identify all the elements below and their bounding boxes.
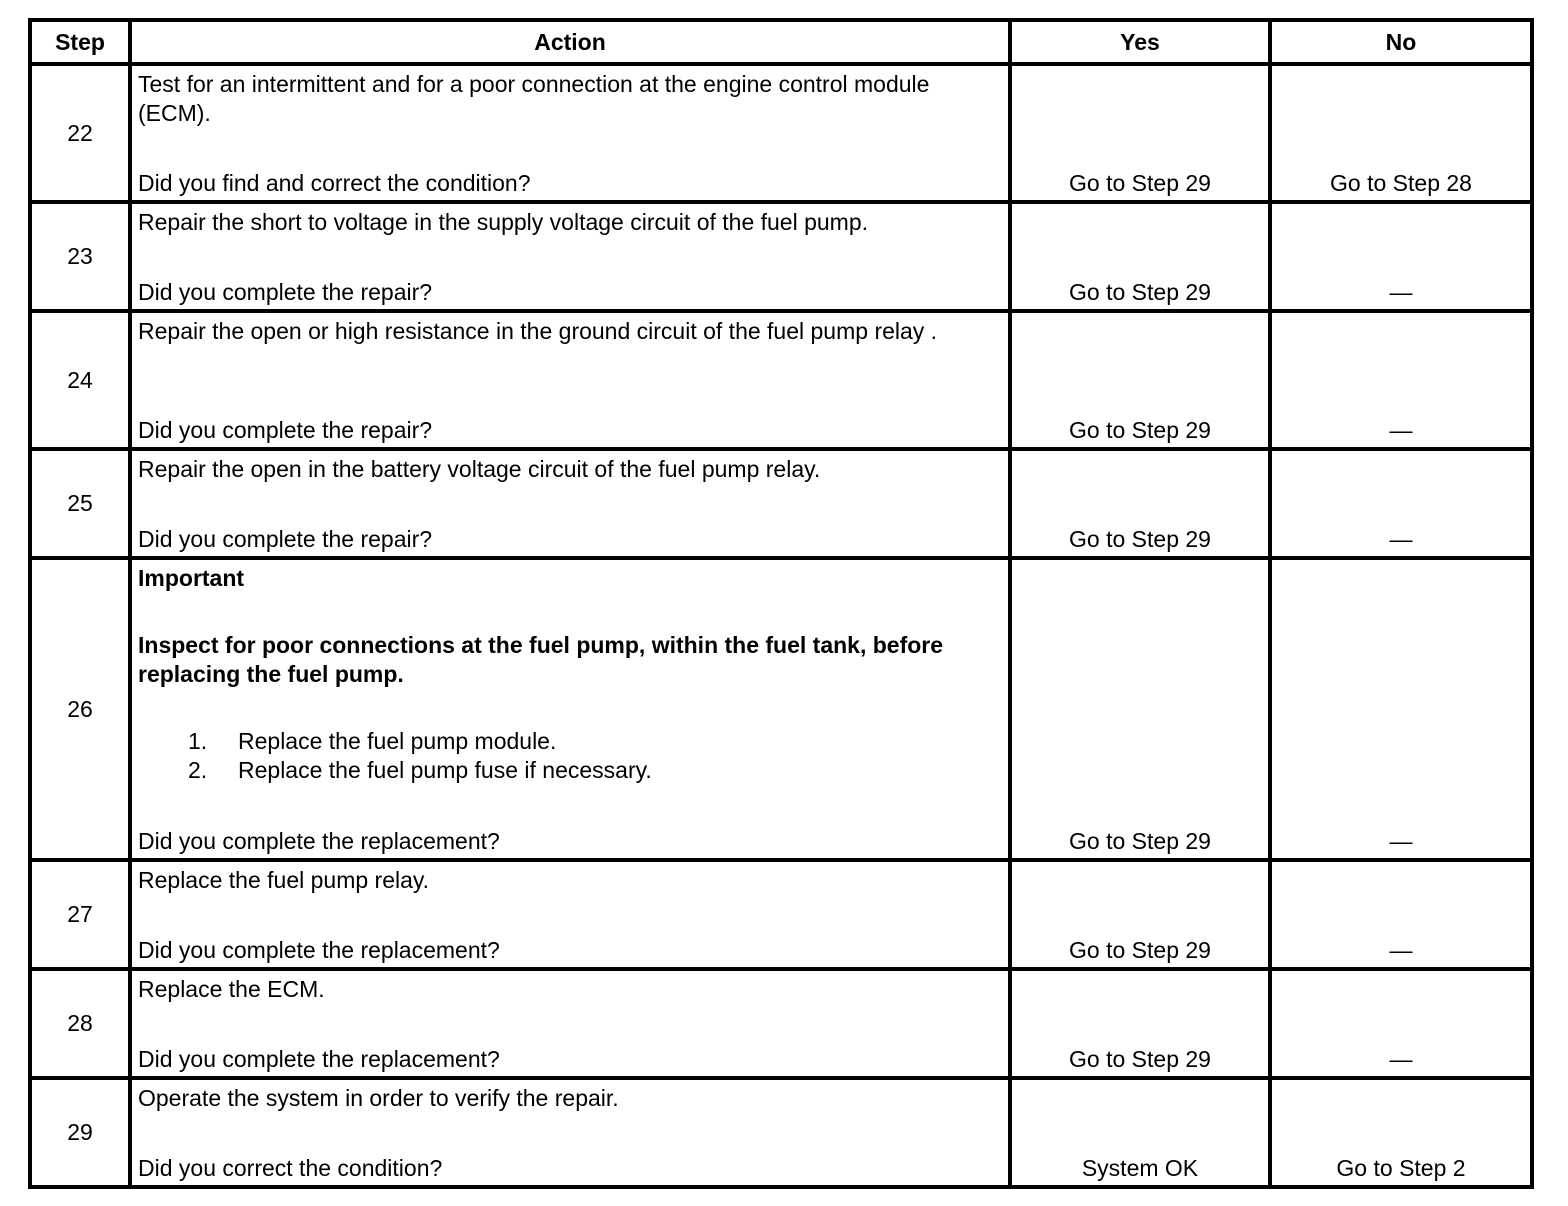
action-cell xyxy=(130,202,1010,311)
action-question: Did you complete the repair? xyxy=(138,279,433,305)
action-text: Replace the fuel pump relay. xyxy=(138,867,430,893)
instruction-list xyxy=(138,727,1002,785)
yes-result: Go to Step 29 xyxy=(1069,828,1211,854)
step-number: 23 xyxy=(30,202,130,311)
action-question: Did you complete the replacement? xyxy=(138,828,500,854)
step-number: 29 xyxy=(30,1078,130,1187)
important-note: Inspect for poor connections at the fuel pump, within the fuel tank, before replacing the fuel pump. xyxy=(138,632,944,687)
no-result: — xyxy=(1389,417,1413,443)
no-result: — xyxy=(1389,937,1413,963)
action-cell xyxy=(130,969,1010,1078)
action-text: Repair the short to voltage in the supply voltage circuit of the fuel pump. xyxy=(138,209,869,235)
header-no: No xyxy=(1270,20,1532,64)
table-row xyxy=(30,969,1532,1078)
yes-result: Go to Step 29 xyxy=(1069,170,1211,196)
yes-cell xyxy=(1010,64,1270,202)
no-result: Go to Step 2 xyxy=(1336,1155,1466,1181)
list-item xyxy=(138,727,1002,756)
action-question: Did you complete the replacement? xyxy=(138,1046,500,1072)
table-row xyxy=(30,64,1532,202)
action-question: Did you complete the repair? xyxy=(138,417,433,443)
list-number: 1. xyxy=(188,728,208,754)
no-cell xyxy=(1270,969,1532,1078)
step-number: 27 xyxy=(30,860,130,969)
yes-result: Go to Step 29 xyxy=(1069,279,1211,305)
yes-cell xyxy=(1010,860,1270,969)
action-text: Repair the open or high resistance in the ground circuit of the fuel pump relay . xyxy=(138,318,938,344)
action-cell xyxy=(130,860,1010,969)
action-cell xyxy=(130,311,1010,449)
action-question: Did you correct the condition? xyxy=(138,1155,443,1181)
action-cell xyxy=(130,558,1010,860)
no-cell xyxy=(1270,558,1532,860)
yes-result: Go to Step 29 xyxy=(1069,1046,1211,1072)
action-text: Repair the open in the battery voltage circuit of the fuel pump relay. xyxy=(138,456,821,482)
diagnostic-table xyxy=(28,18,1534,1189)
list-text: Replace the fuel pump fuse if necessary. xyxy=(238,757,652,783)
yes-cell xyxy=(1010,969,1270,1078)
header-row xyxy=(30,20,1532,64)
table-row xyxy=(30,311,1532,449)
action-cell xyxy=(130,1078,1010,1187)
no-cell xyxy=(1270,1078,1532,1187)
step-number: 28 xyxy=(30,969,130,1078)
no-result: — xyxy=(1389,279,1413,305)
no-result: Go to Step 28 xyxy=(1330,170,1472,196)
list-item xyxy=(138,756,1002,785)
table-row xyxy=(30,558,1532,860)
yes-cell xyxy=(1010,311,1270,449)
step-number: 25 xyxy=(30,449,130,558)
no-cell xyxy=(1270,202,1532,311)
no-result: — xyxy=(1389,526,1413,552)
no-result: — xyxy=(1389,828,1413,854)
table-row xyxy=(30,1078,1532,1187)
no-cell xyxy=(1270,311,1532,449)
yes-result: Go to Step 29 xyxy=(1069,937,1211,963)
yes-cell xyxy=(1010,1078,1270,1187)
step-number: 26 xyxy=(30,558,130,860)
action-text: Operate the system in order to verify the repair. xyxy=(138,1085,619,1111)
header-action: Action xyxy=(130,20,1010,64)
action-cell xyxy=(130,64,1010,202)
header-step: Step xyxy=(30,20,130,64)
no-cell xyxy=(1270,64,1532,202)
no-result: — xyxy=(1389,1046,1413,1072)
header-yes: Yes xyxy=(1010,20,1270,64)
action-question: Did you complete the repair? xyxy=(138,526,433,552)
no-cell xyxy=(1270,860,1532,969)
list-number: 2. xyxy=(188,757,208,783)
yes-cell xyxy=(1010,449,1270,558)
action-text: Replace the ECM. xyxy=(138,976,325,1002)
list-text: Replace the fuel pump module. xyxy=(238,728,557,754)
table-row xyxy=(30,449,1532,558)
yes-result: Go to Step 29 xyxy=(1069,526,1211,552)
action-question: Did you find and correct the condition? xyxy=(138,170,531,196)
step-number: 22 xyxy=(30,64,130,202)
table-row xyxy=(30,860,1532,969)
yes-cell xyxy=(1010,202,1270,311)
no-cell xyxy=(1270,449,1532,558)
action-text: Test for an intermittent and for a poor connection at the engine control module (ECM). xyxy=(138,71,930,126)
important-label: Important xyxy=(138,565,245,591)
yes-cell xyxy=(1010,558,1270,860)
yes-result: System OK xyxy=(1081,1155,1199,1181)
action-cell xyxy=(130,449,1010,558)
yes-result: Go to Step 29 xyxy=(1069,417,1211,443)
step-number: 24 xyxy=(30,311,130,449)
table-row xyxy=(30,202,1532,311)
action-question: Did you complete the replacement? xyxy=(138,937,500,963)
